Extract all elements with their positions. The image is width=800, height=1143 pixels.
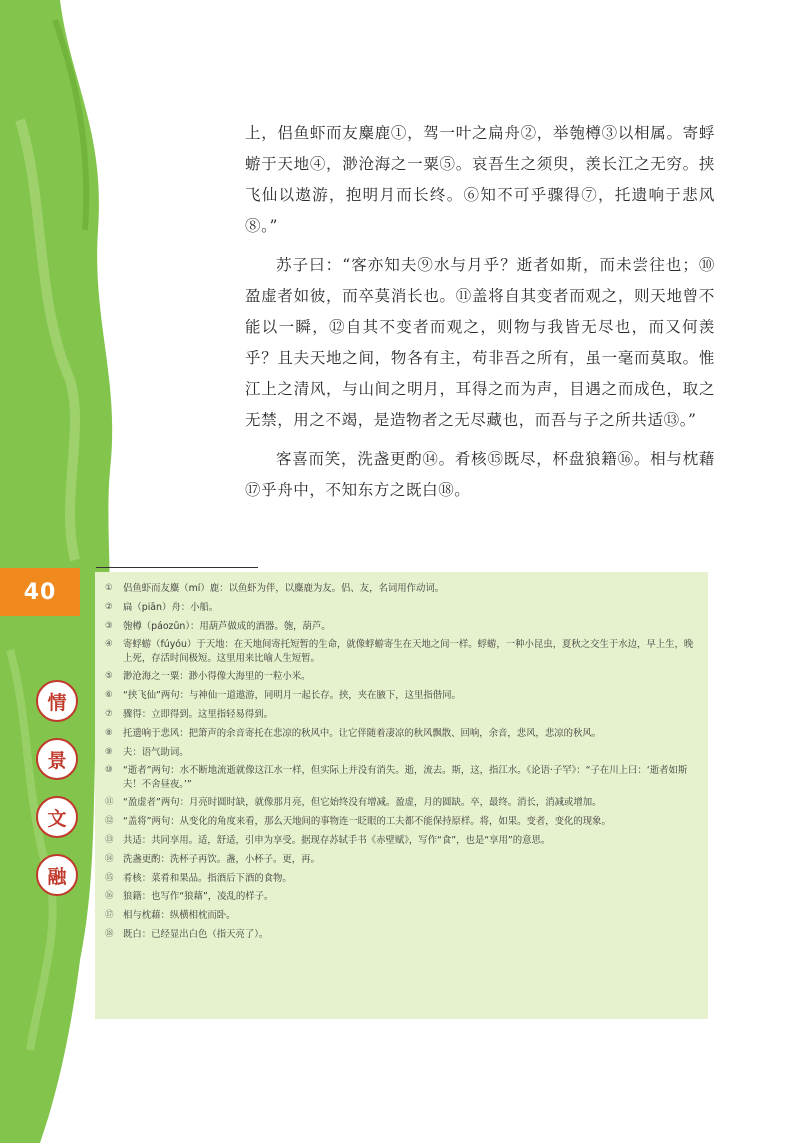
- footnote-number: ⑯: [105, 891, 114, 902]
- footnote-text: “盖将”两句：从变化的角度来看，那么天地间的事物连一眨眼的工夫都不能保持原样。将，如果。变者，变化的现象。: [123, 816, 611, 828]
- page-number: 40: [23, 579, 57, 605]
- footnote: [105, 670, 694, 683]
- footnote-text: 寄蜉蝣（fúyóu）于天地：在天地间寄托短暂的生命，就像蜉蝣寄生在天地之间一样。蜉蝣，一种小昆虫，夏秋之交生于水边，早上生，晚上死，存活时间极短。这里用来比喻人生短暂。: [123, 639, 694, 664]
- footnote-number: ⑫: [105, 816, 114, 827]
- footnote: [105, 708, 694, 721]
- footnote-text: 骤得：立即得到。这里指轻易得到。: [123, 708, 274, 720]
- page-number-tab: [0, 568, 80, 616]
- footnote-number: ⑤: [105, 671, 113, 682]
- footnote: [105, 601, 694, 614]
- footnote: [105, 764, 694, 790]
- footnote-number: ⑪: [105, 797, 114, 808]
- paragraph-1: 上，侣鱼虾而友麋鹿①，驾一叶之扁舟②，举匏樽③以相属。寄蜉蝣于天地④，渺沧海之一粟⑤。哀吾生之须臾，羡长江之无穷。挟飞仙以遨游，抱明月而长终。⑥知不可乎骤得⑦，托遗响于悲风⑧。”: [245, 124, 715, 235]
- footnote-text: “挟飞仙”两句：与神仙一道遨游，同明月一起长存。挟，夹在腋下，这里指偕同。: [123, 690, 461, 702]
- footnote-number: ⑨: [105, 746, 113, 757]
- footnote-number: ③: [105, 620, 113, 631]
- footnote-number: ④: [105, 639, 113, 650]
- footnote-text: 共适：共同享用。适，舒适，引申为享受。据现存苏轼手书《赤壁赋》，写作“食”，也是“享用”的意思。: [123, 834, 551, 846]
- footnote: [105, 620, 694, 633]
- footnote: [105, 582, 694, 595]
- footnote-number: ⑧: [105, 727, 113, 738]
- section-char-1: 情: [36, 680, 78, 722]
- footnote: [105, 746, 694, 759]
- footnote-number: ⑥: [105, 690, 113, 701]
- footnote-number: ⑮: [105, 872, 114, 883]
- footnote: [105, 689, 694, 702]
- paragraph-2: 苏子曰：“客亦知夫⑨水与月乎？逝者如斯，而未尝往也；⑩盈虚者如彼，而卒莫消长也。⑪盖将自其变者而观之，则天地曾不能以一瞬，⑫自其不变者而观之，则物与我皆无尽也，而又何羡乎？且夫天地之间，物各有主，苟非吾之所有，虽一毫而莫取。惟江上之清风，与山间之明月，耳得之而为声，目遇之而成色，取之无禁，用之不竭，是造物者之无尽藏也，而吾与子之所共适⑬。”: [245, 256, 715, 429]
- footnote-text: “盈虚者”两句：月亮时圆时缺，就像那月亮，但它始终没有增减。盈虚，月的圆缺。卒，最终。消长，消减或增加。: [123, 797, 602, 809]
- section-char-2: 景: [36, 738, 78, 780]
- footnote-text: 相与枕藉：纵横相枕而卧。: [123, 910, 236, 922]
- footnote: [105, 834, 694, 847]
- footnote: [105, 815, 694, 828]
- footnote: [105, 638, 694, 664]
- footnote-text: 夫：语气助词。: [123, 746, 189, 758]
- footnote-text: 侣鱼虾而友麋（mí）鹿：以鱼虾为伴，以麋鹿为友。侣、友，名词用作动词。: [123, 583, 445, 594]
- footnote-text: 托遗响于悲风：把箫声的余音寄托在悲凉的秋风中。让它伴随着凄凉的秋风飘散、回响，余音，悲风，悲凉的秋风。: [123, 727, 602, 739]
- footnote: [105, 727, 694, 740]
- footnote-number: ⑦: [105, 708, 113, 719]
- footnotes-box: [95, 572, 708, 1019]
- footnote-divider: [96, 567, 258, 568]
- footnote: [105, 928, 694, 941]
- footnote-number: ⑭: [105, 853, 114, 864]
- footnote-text: 洗盏更酌：洗杯子再饮。盏，小杯子。更，再。: [123, 853, 320, 865]
- footnote-text: 既白：已经显出白色（指天亮了）。: [123, 928, 269, 940]
- footnote-number: ⑰: [105, 910, 114, 921]
- footnote-number: ②: [105, 601, 113, 612]
- footnote: [105, 853, 694, 866]
- footnote: [105, 796, 694, 809]
- footnote-text: “逝者”两句：水不断地流逝就像这江水一样，但实际上并没有消失。逝，流去。斯，这，指江水。《论语·子罕》：“子在川上曰：‘逝者如斯夫！不舍昼夜。’”: [123, 765, 688, 790]
- footnote: [105, 872, 694, 885]
- footnote-text: 匏樽（páozūn）：用葫芦做成的酒器。匏，葫芦。: [123, 620, 331, 632]
- footnote-text: 扁（piān）舟：小船。: [123, 601, 219, 613]
- footnote: [105, 890, 694, 903]
- section-char-3: 文: [36, 796, 78, 838]
- footnote-number: ⑬: [105, 834, 114, 845]
- footnote-text: 肴核：菜肴和果品。指酒后下酒的食物。: [123, 872, 292, 884]
- footnote-number: ⑩: [105, 765, 113, 776]
- section-char-4: 融: [36, 854, 78, 896]
- footnote-number: ⑱: [105, 928, 114, 939]
- footnote-number: ①: [105, 583, 113, 593]
- main-body-text: [245, 118, 715, 514]
- footnote: [105, 909, 694, 922]
- paragraph-3: 客喜而笑，洗盏更酌⑭。肴核⑮既尽，杯盘狼籍⑯。相与枕藉⑰乎舟中，不知东方之既白⑱。: [245, 450, 715, 499]
- section-title-vertical: [36, 680, 78, 896]
- footnote-text: 狼籍：也写作“狼藉”，凌乱的样子。: [123, 891, 274, 903]
- footnote-text: 渺沧海之一粟：渺小得像大海里的一粒小米。: [123, 671, 311, 683]
